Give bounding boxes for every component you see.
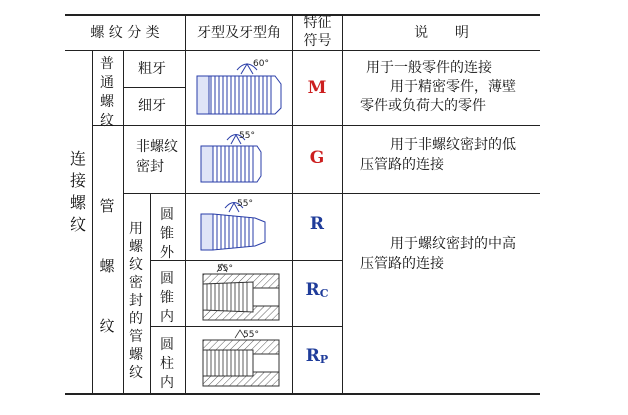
nonseal-label-line2: 密封 (136, 159, 164, 175)
nonseal-desc-line2: 压管路的连接 (360, 157, 444, 173)
common-group-label: 普 通 螺 纹 (100, 56, 114, 129)
symbol-rc: $R_C$ (305, 280, 329, 300)
cyl-inner-label: 圆 柱 内 (160, 337, 174, 391)
pipe-group-label: 管 螺 纹 (99, 197, 115, 335)
col-divider-category (185, 14, 186, 394)
symbol-rp: $R_P$ (305, 346, 329, 366)
sealed-desc-line2: 压管路的连接 (360, 256, 444, 272)
common-thread-drawing (195, 58, 285, 118)
header-symbol-line1: 特征 (303, 15, 332, 31)
symbol-r: R (309, 214, 325, 234)
rule-common-split (123, 87, 185, 88)
col-divider-1 (92, 50, 93, 394)
cone-outer-drawing (195, 198, 285, 258)
common-desc-line3: 零件或负荷大的零件 (360, 98, 486, 114)
header-symbol-line2: 符号 (303, 33, 332, 49)
fine-label: 细牙 (138, 98, 166, 114)
common-desc-line2: 用于精密零件，薄壁 (390, 79, 516, 95)
bottom-rule (65, 393, 540, 395)
header-rule (65, 50, 540, 51)
left-group-label: 连 接 螺 纹 (69, 149, 86, 234)
rule-after-common (92, 125, 540, 126)
col-divider-symbol (342, 14, 343, 394)
nonseal-thread-drawing (195, 130, 285, 190)
cone-inner-label: 圆 锥 内 (160, 271, 174, 325)
symbol-m: M (307, 78, 327, 98)
nonseal-label-line1: 非螺纹 (136, 139, 178, 155)
common-angle-label: 60° (253, 59, 269, 69)
col-divider-profile (292, 14, 293, 394)
svg-text:55°: 55° (239, 131, 255, 141)
sealed-group-label: 用 螺 纹 密 封 的 管 螺 纹 (129, 221, 143, 381)
col-divider-2 (123, 50, 124, 394)
svg-text:55°: 55° (237, 199, 253, 209)
symbol-g: G (309, 148, 325, 168)
sealed-desc-line1: 用于螺纹密封的中高 (390, 236, 516, 252)
header-profile: 牙型及牙型角 (197, 25, 281, 41)
coarse-label: 粗牙 (138, 61, 166, 77)
nonseal-desc-line1: 用于非螺纹密封的低 (390, 137, 516, 153)
cyl-inner-drawing (195, 328, 285, 390)
svg-text:55°: 55° (243, 330, 259, 340)
common-desc-line1: 用于一般零件的连接 (366, 60, 492, 76)
cone-outer-label: 圆 锥 外 (160, 207, 174, 261)
header-category: 螺 纹 分 类 (90, 25, 160, 41)
col-divider-3 (150, 193, 151, 394)
svg-text:55°: 55° (217, 264, 233, 274)
cone-inner-drawing (195, 262, 285, 324)
rule-after-r (150, 260, 342, 261)
rule-after-rc (150, 326, 342, 327)
header-description: 说 明 (414, 25, 469, 41)
